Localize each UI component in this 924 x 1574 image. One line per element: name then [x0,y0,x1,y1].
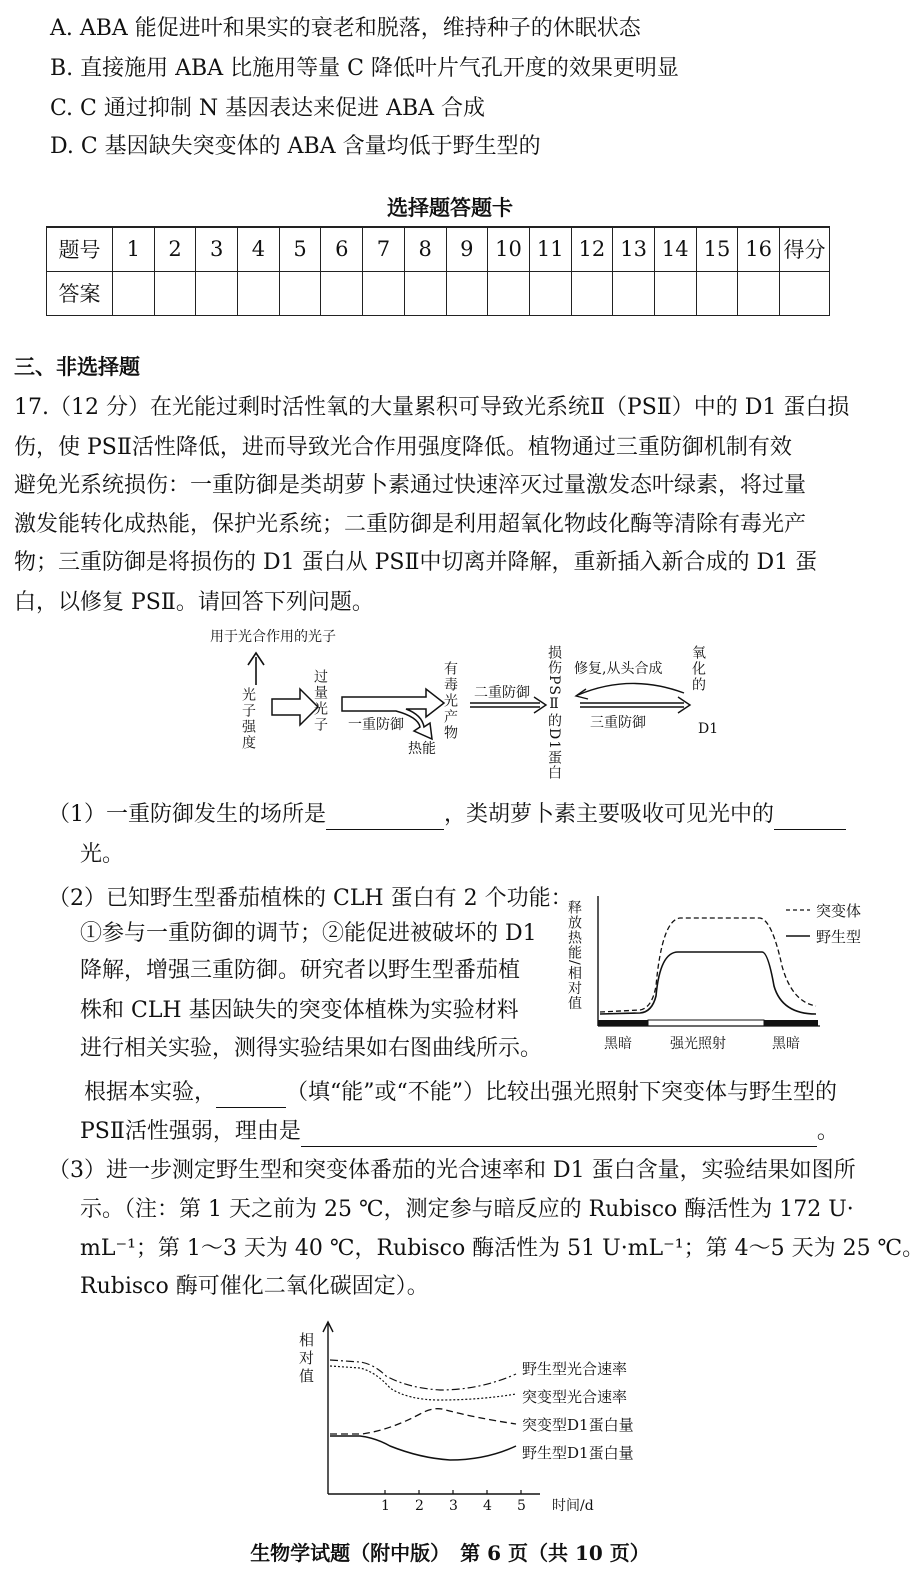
x-tick-label: 5 [517,1498,526,1514]
answer-cell[interactable] [154,271,196,315]
question-number: 10 [488,227,530,271]
legend-mutant: 突变体 [816,902,862,920]
q17-line: 避免光系统损伤：一重防御是类胡萝卜素通过快速淬灭过量激发态叶绿素，将过量 [14,473,807,498]
x-tick-label: 2 [415,1498,424,1514]
question-number: 9 [446,227,488,271]
question-number: 1 [113,227,155,271]
row-label-answer: 答案 [47,271,113,315]
answer-cell[interactable] [446,271,488,315]
sub2-line7b: 。 [816,1119,839,1144]
answer-card-table [46,226,830,316]
question-number: 6 [321,227,363,271]
row-label-number: 题号 [47,227,113,271]
sub2-line: 进行相关实验，测得实验结果如右图曲线所示。 [80,1036,543,1061]
question-number: 11 [529,227,571,271]
x-tick-label: 3 [449,1498,458,1514]
answer-blank[interactable] [326,806,444,830]
answer-cell[interactable] [113,271,155,315]
diagram-light-intensity: 光子强度 [240,687,256,751]
sub1-part1: （1）一重防御发生的场所是 [48,802,326,827]
series-mutant-photo [330,1366,516,1400]
q17-line: 17.（12 分）在光能过剩时活性氧的大量累积可导致光系统Ⅱ（PSⅡ）中的 D1 蛋白损 [14,395,850,420]
option-a: A. ABA 能促进叶和果实的衰老和脱落，维持种子的休眠状态 [50,16,641,41]
answer-cell[interactable] [696,271,738,315]
repair-curve-arrow-icon [578,683,684,695]
answer-cell[interactable] [404,271,446,315]
answer-cell[interactable] [654,271,696,315]
phase-dark-1: 黑暗 [604,1036,632,1052]
sub1-line [48,800,846,830]
sub2-line6b: （填“能”或“不能”）比较出强光照射下突变体与野生型的 [286,1080,838,1105]
sub2-conclusion-line [84,1078,837,1108]
q17-line: 白，以修复 PSⅡ。请回答下列问题。 [14,590,374,615]
option-c: C. C 通过抑制 N 基因表达来促进 ABA 合成 [50,96,486,121]
question-number: 15 [696,227,738,271]
label-mutant-photo: 突变型光合速率 [522,1388,628,1406]
dark-bar-2 [764,1020,818,1026]
sub2-line6a: 根据本实验， [84,1080,217,1105]
sub2-reason-line [80,1117,839,1147]
wild-type-curve [600,952,816,1014]
sub2-line: ①参与一重防御的调节；②能促进被破坏的 D1 [80,921,537,946]
sub2-line: 降解，增强三重防御。研究者以野生型番茄植 [80,958,521,983]
sub3-line: Rubisco 酶可催化二氧化碳固定）。 [80,1274,429,1299]
q17-line: 伤，使 PSⅡ活性降低，进而导致光合作用强度降低。植物通过三重防御机制有效 [14,435,792,460]
series-wild-photo [330,1360,516,1390]
question-number: 4 [238,227,280,271]
diagram-oxidized: 氧化的 [690,645,706,693]
diagram-top-label: 用于光合作用的光子 [210,629,336,645]
sub3-line: mL⁻¹；第 1～3 天为 40 ℃，Rubisco 酶活性为 51 U·mL⁻¹；第 4～5 天为 25 ℃。 [80,1236,924,1261]
answer-cell[interactable] [363,271,405,315]
diagram-defense3: 三重防御 [590,715,646,731]
photosynthesis-d1-chart [290,1318,690,1530]
question-number: 2 [154,227,196,271]
question-number: 3 [196,227,238,271]
answer-cell[interactable] [488,271,530,315]
sub2-line: （2）已知野生型番茄植株的 CLH 蛋白有 2 个功能： [48,886,573,911]
answer-blank[interactable] [774,806,846,830]
double-arrow-icon [580,697,690,713]
sub3-line: （3）进一步测定野生型和突变体番茄的光合速率和 D1 蛋白含量，实验结果如图所 [48,1158,856,1183]
answer-cell[interactable] [738,271,780,315]
answer-cell[interactable] [279,271,321,315]
option-d: D. C 基因缺失突变体的 ABA 含量均低于野生型的 [50,134,541,159]
x-tick-label: 1 [381,1498,390,1514]
score-label: 得分 [780,227,830,271]
question-number: 5 [279,227,321,271]
diagram-defense2: 二重防御 [474,685,530,701]
question-number: 14 [654,227,696,271]
defense-diagram [200,625,740,795]
answer-card-number-row [47,227,830,271]
answer-cell[interactable] [238,271,280,315]
answer-cell[interactable] [571,271,613,315]
phase-light: 强光照射 [670,1036,726,1052]
q17-line: 激发能转化成热能，保护光系统；二重防御是利用超氧化物歧化酶等清除有毒光产 [14,512,807,537]
page-footer: 生物学试题（附中版） 第 6 页（共 10 页） [250,1541,650,1565]
series-mutant-d1 [330,1409,516,1434]
option-b: B. 直接施用 ABA 比施用等量 C 降低叶片气孔开度的效果更明显 [50,56,679,81]
sub3-line: 示。（注：第 1 天之前为 25 ℃，测定参与暗反应的 Rubisco 酶活性为 172 U· [80,1197,854,1222]
x-tick-label: 4 [483,1498,492,1514]
dark-bar-1 [598,1020,648,1026]
question-number: 12 [571,227,613,271]
diagram-heat: 热能 [408,741,436,757]
answer-cell[interactable] [613,271,655,315]
answer-cell[interactable] [196,271,238,315]
chart2-x-label: 时间/d [552,1498,594,1514]
answer-card-answer-row [47,271,830,315]
legend-wild: 野生型 [816,928,862,946]
answer-cell[interactable] [529,271,571,315]
sub1-part3: 光。 [80,842,125,867]
sub2-line: 株和 CLH 基因缺失的突变体植株为实验材料 [80,998,519,1023]
section-title: 三、非选择题 [14,354,140,379]
answer-blank[interactable] [301,1123,817,1147]
diagram-damaged: 损伤PSⅡ的D1蛋白 [546,645,562,781]
sub1-part2: ，类胡萝卜素主要吸收可见光中的 [444,802,775,827]
chart1-y-label: 释放热能/相对值 [566,900,582,1011]
series-wild-d1 [330,1436,516,1460]
diagram-excess-photon: 过量光子 [312,669,328,733]
diagram-defense1: 一重防御 [348,717,404,733]
diagram-d1: D1 [698,721,719,737]
diagram-toxic: 有毒光产物 [442,661,458,741]
label-wild-photo: 野生型光合速率 [522,1360,628,1378]
label-wild-d1: 野生型D1蛋白量 [522,1444,634,1462]
label-mutant-d1: 突变型D1蛋白量 [522,1416,634,1434]
mutant-curve [600,918,816,1012]
answer-blank[interactable] [216,1084,286,1108]
question-number: 13 [613,227,655,271]
light-bar [648,1020,764,1026]
score-cell[interactable] [780,271,830,315]
phase-dark-2: 黑暗 [772,1036,800,1052]
question-number: 16 [738,227,780,271]
answer-card-title: 选择题答题卡 [387,195,513,220]
up-arrow-icon [248,653,264,685]
heat-release-chart [566,886,890,1056]
question-number: 7 [363,227,405,271]
answer-cell[interactable] [321,271,363,315]
q17-line: 物；三重防御是将损伤的 D1 蛋白从 PSⅡ中切离并降解，重新插入新合成的 D1 蛋 [14,550,818,575]
sub2-line7a: PSⅡ活性强弱，理由是 [80,1119,301,1144]
chart2-y-label: 相对值 [297,1332,315,1386]
question-number: 8 [404,227,446,271]
diagram-repair: 修复,从头合成 [574,661,663,677]
